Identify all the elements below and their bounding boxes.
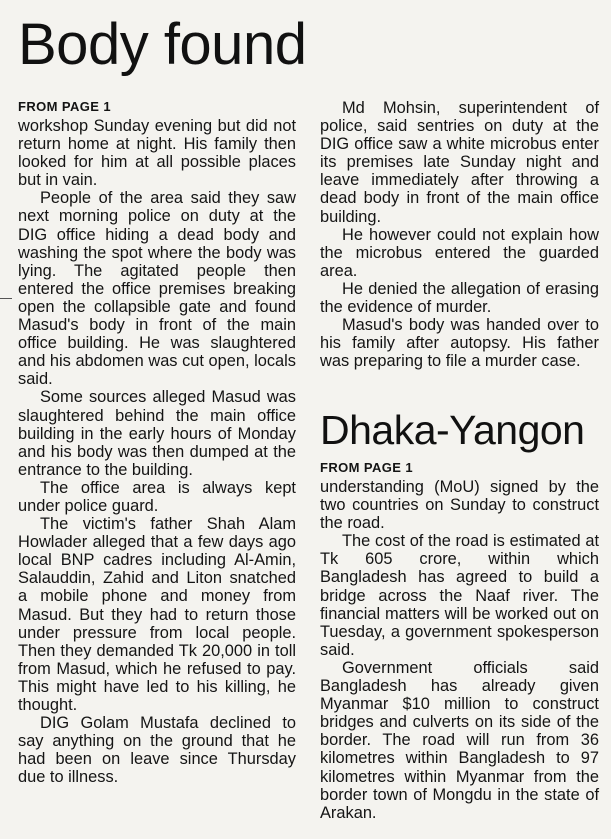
article-paragraph: Some sources alleged Masud was slaughtered behind the main office building in the early hours of Monday and his body was then dumped at the entrance to the building. [18,388,296,479]
article-paragraph: He denied the allegation of erasing the evidence of murder. [320,279,599,317]
article-paragraph: The office area is always kept under police guard. [18,478,296,515]
article-paragraph: The victim's father Shah Alam Howlader alleged that a few days ago local BNP cadres including Al-Amin, Salauddin, Zahid and Liton snatched a mobile phone and money from Masud. But they had to return those under pressure from local people. Then they demanded Tk 20,000 in toll from Masud, which he refused to pay. This might have led to his killing, he thought. [18,515,296,714]
article-paragraph: DIG Golam Mustafa declined to say anything on the ground that he had been on leave since Thursday due to illness. [18,714,296,787]
headline-dhaka-yangon: Dhaka-Yangon [320,407,585,453]
from-page-kicker: FROM PAGE 1 [18,99,112,114]
article-paragraph: People of the area said they saw next morning police on duty at the DIG office hiding a dead body and washing the spot where the body was lying. The agitated people then entered the office premises breaking open the collapsible gate and found Masud's body in front of the main office building. He was slaughtered and his abdomen was cut open, locals said. [18,189,296,389]
dhaka-yangon-column [320,460,599,822]
headline-body-found: Body found [18,12,307,77]
article-paragraph: understanding (MoU) signed by the two countries on Sunday to construct the road. [320,478,599,533]
article-paragraph: Government officials said Bangladesh has already given Myanmar $10 million to construct bridges and culverts on its side of the border. The road will run from 36 kilometres within Bangladesh to 97 kilometres within Myanmar from the border town of Mongdu in the state of Arakan. [320,658,599,822]
body-found-right-column [320,99,599,370]
body-found-left-column [18,99,296,786]
article-paragraph: The cost of the road is estimated at Tk 605 crore, within which Bangladesh has agreed to build a bridge across the Naaf river. The financial matters will be worked out on Tuesday, a government spokesperson said. [320,532,599,659]
article-paragraph: Masud's body was handed over to his family after autopsy. His father was preparing to file a murder case. [320,316,599,371]
article-paragraph: workshop Sunday evening but did not return home at night. His family then looked for him at all possible places but in vain. [18,117,296,190]
column-margin-mark [0,298,12,299]
from-page-kicker: FROM PAGE 1 [320,460,414,475]
article-paragraph: He however could not explain how the microbus entered the guarded area. [320,225,599,280]
article-paragraph: Md Mohsin, superintendent of police, said sentries on duty at the DIG office saw a white microbus enter its premises late Sunday night and leave immediately after throwing a dead body in front of the main office building. [320,99,599,226]
